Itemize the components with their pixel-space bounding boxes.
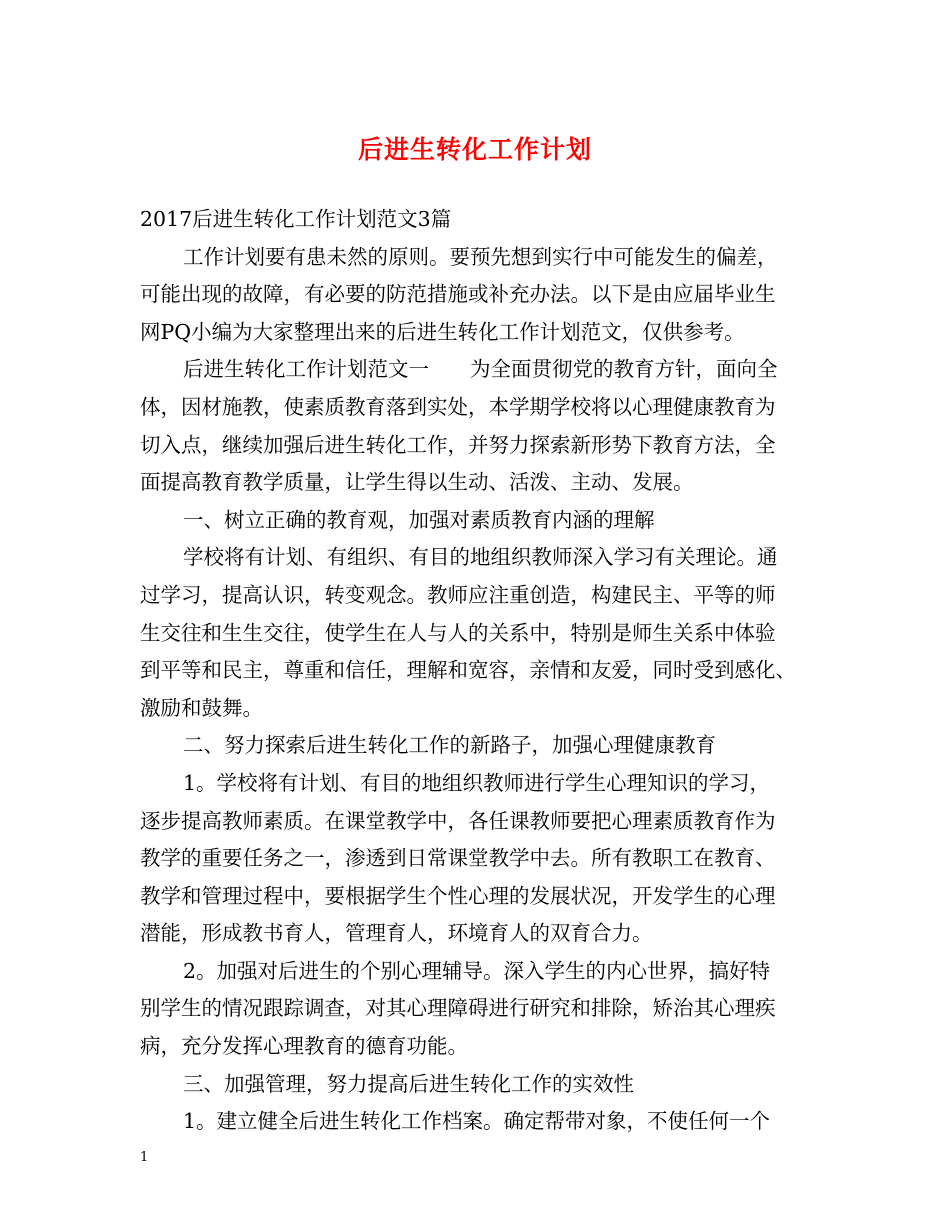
- text-line: 一、树立正确的教育观，加强对素质教育内涵的理解: [183, 507, 655, 532]
- text-line: 二、努力探索后进生转化工作的新路子，加强心理健康教育: [183, 733, 716, 758]
- text-line: 过学习，提高认识，转变观念。教师应注重创造，构建民主、平等的师: [140, 582, 776, 607]
- text-line: 病，充分发挥心理教育的德育功能。: [140, 1034, 468, 1059]
- text-line: 激励和鼓舞。: [140, 695, 263, 720]
- text-line: 面提高教育教学质量，让学生得以生动、活泼、主动、发展。: [140, 470, 694, 495]
- text-line: 三、加强管理，努力提高后进生转化工作的实效性: [183, 1071, 634, 1096]
- text-line: 1。建立健全后进生转化工作档案。确定帮带对象，不使任何一个: [183, 1109, 771, 1134]
- text-line: 工作计划要有患未然的原则。要预先想到实行中可能发生的偏差，: [183, 244, 778, 269]
- document-body: [140, 201, 820, 1141]
- text-line: 学校将有计划、有组织、有目的地组织教师深入学习有关理论。通: [183, 545, 778, 570]
- text-line: 网PQ小编为大家整理出来的后进生转化工作计划范文，仅供参考。: [140, 319, 745, 344]
- text-line: 2017后进生转化工作计划范文3篇: [140, 207, 452, 231]
- text-line: 可能出现的故障，有必要的防范措施或补充办法。以下是由应届毕业生: [140, 282, 776, 307]
- text-line: 2。加强对后进生的个别心理辅导。深入学生的内心世界，搞好特: [183, 958, 771, 983]
- text-line: 逐步提高教师素质。在课堂教学中，各任课教师要把心理素质教育作为: [140, 808, 776, 833]
- text-line: 教学的重要任务之一，渗透到日常课堂教学中去。所有教职工在教育、: [140, 846, 776, 871]
- document-title: 后进生转化工作计划: [357, 135, 592, 164]
- text-line: 潜能，形成教书育人，管理育人，环境育人的双育合力。: [140, 921, 653, 946]
- text-line: 1。学校将有计划、有目的地组织教师进行学生心理知识的学习，: [183, 770, 771, 795]
- text-line: 切入点，继续加强后进生转化工作，并努力探索新形势下教育方法，全: [140, 432, 776, 457]
- text-line: 教学和管理过程中，要根据学生个性心理的发展状况，开发学生的心理: [140, 883, 776, 908]
- page-number: 1: [140, 1150, 149, 1165]
- text-line: 体，因材施教，使素质教育落到实处，本学期学校将以心理健康教育为: [140, 394, 776, 419]
- text-line: 后进生转化工作计划范文一 为全面贯彻党的教育方针，面向全: [183, 357, 778, 382]
- text-line: 到平等和民主，尊重和信任，理解和宽容，亲情和友爱，同时受到感化、: [140, 658, 796, 683]
- text-line: 生交往和生生交往，使学生在人与人的关系中，特别是师生关系中体验: [140, 620, 776, 645]
- text-line: 别学生的情况跟踪调查，对其心理障碍进行研究和排除，矫治其心理疾: [140, 996, 776, 1021]
